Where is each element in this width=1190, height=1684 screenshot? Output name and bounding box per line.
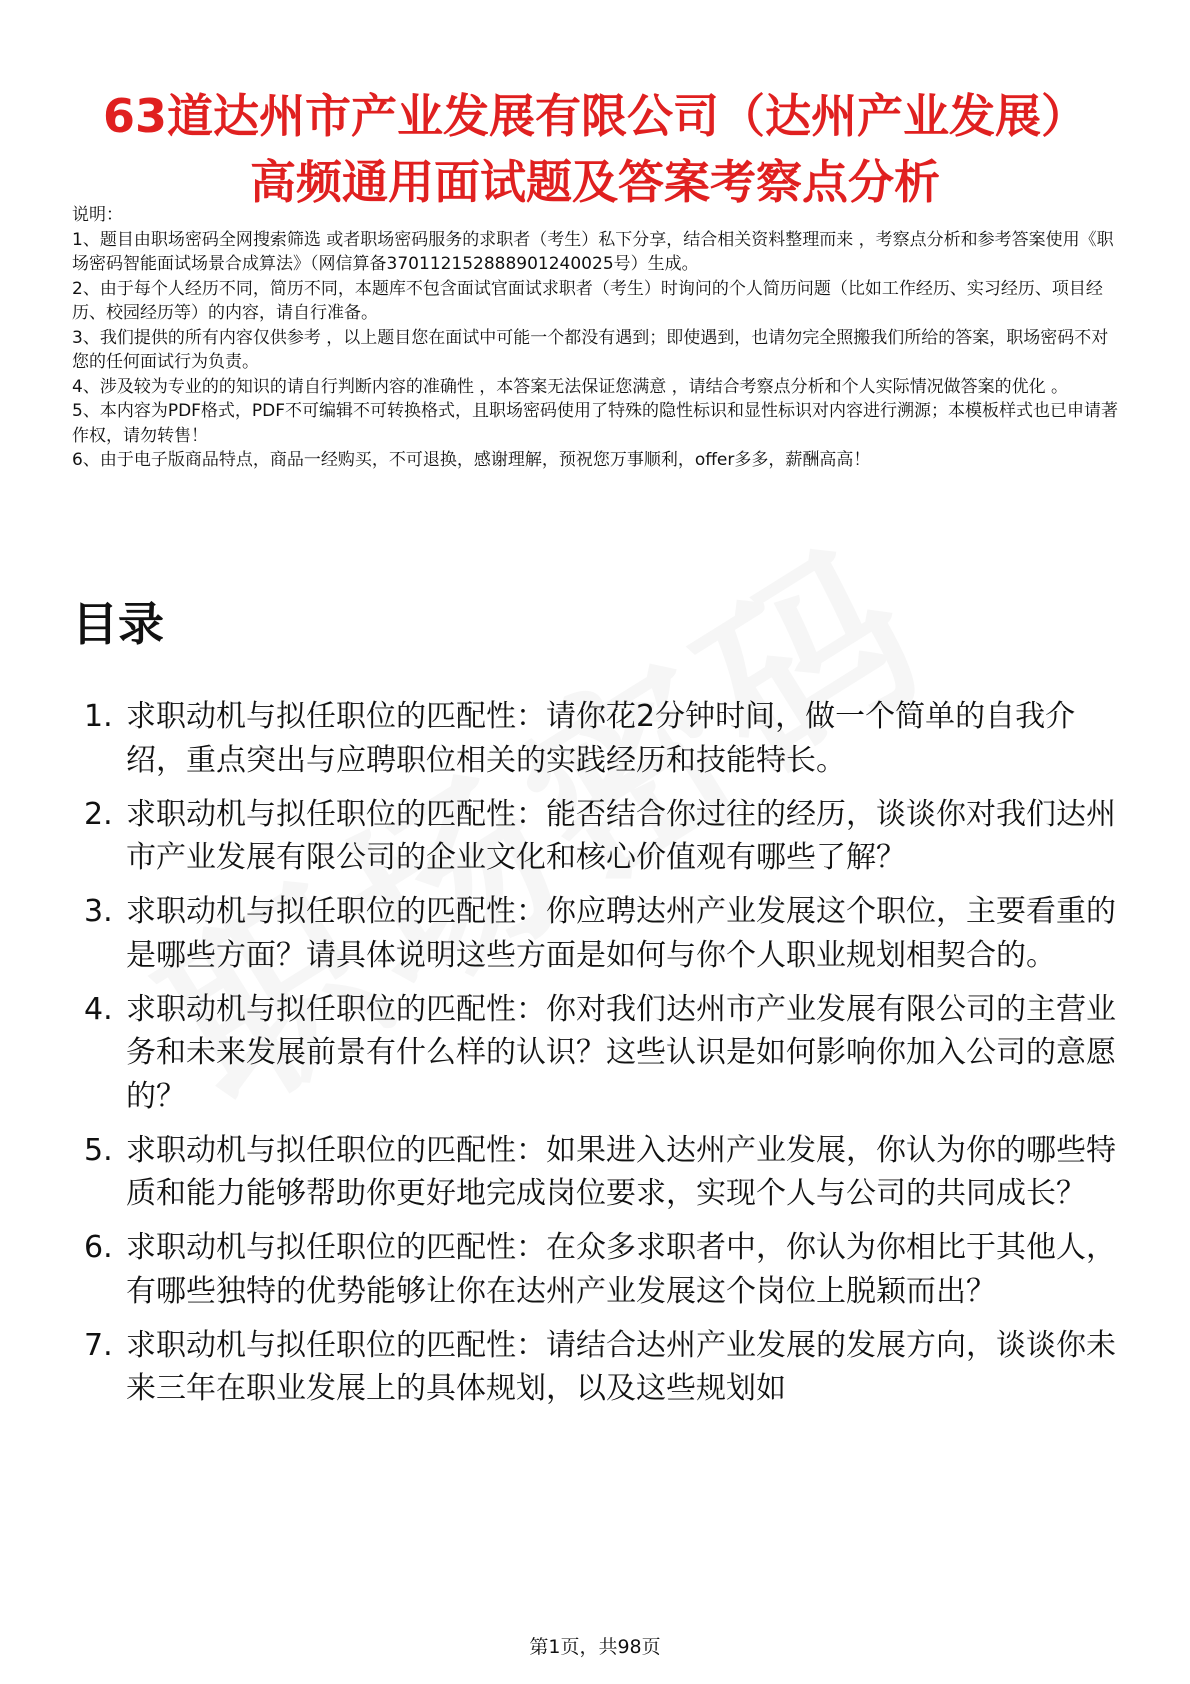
toc-item-text: 求职动机与拟任职位的匹配性：你对我们达州市产业发展有限公司的主营业务和未来发展前景有什么样的认识？这些认识是如何影响你加入公司的意愿的？ (126, 991, 1116, 1114)
notes-heading: 说明： (72, 205, 123, 225)
notes-item: 2、由于每个人经历不同，简历不同，本题库不包含面试官面试求职者（考生）时询问的个人简历问题（比如工作经历、实习经历、项目经历、校园经历等）的内容，请自行准备。 (72, 278, 1103, 323)
notes-item: 1、题目由职场密码全网搜索筛选 或者职场密码服务的求职者（考生）私下分享，结合相关资料整理而来 ，考察点分析和参考答案使用《职场密码智能面试场景合成算法》（网信算备370112152888901240025号）生成。 (72, 229, 1114, 274)
toc-item[interactable] (72, 1226, 1132, 1313)
toc-item-number: 4. (84, 991, 113, 1027)
toc-list (72, 695, 1132, 1421)
toc-item[interactable] (72, 1324, 1132, 1411)
notes-item: 4、涉及较为专业的的知识的请自行判断内容的准确性 ，本答案无法保证您满意 ，请结合考察点分析和个人实际情况做答案的优化 。 (72, 376, 1069, 397)
notes-item: 3、我们提供的所有内容仅供参考 ，以上题目您在面试中可能一个都没有遇到；即使遇到，也请勿完全照搬我们所给的答案，职场密码不对您的任何面试行为负责。 (72, 327, 1109, 372)
toc-item-text: 求职动机与拟任职位的匹配性：在众多求职者中，你认为你相比于其他人，有哪些独特的优势能够让你在达州产业发展这个岗位上脱颖而出？ (126, 1230, 1116, 1309)
toc-item-number: 7. (84, 1327, 113, 1363)
toc-item-text: 求职动机与拟任职位的匹配性：请你花2分钟时间，做一个简单的自我介绍，重点突出与应聘职位相关的实践经历和技能特长。 (126, 699, 1076, 778)
toc-item-number: 5. (84, 1132, 113, 1168)
toc-item-text: 求职动机与拟任职位的匹配性：请结合达州产业发展的发展方向，谈谈你未来三年在职业发展上的具体规划，以及这些规划如 (126, 1327, 1116, 1406)
toc-item[interactable] (72, 695, 1132, 782)
notes-item: 6、由于电子版商品特点，商品一经购买，不可退换，感谢理解，预祝您万事顺利，offer多多，薪酬高高！ (72, 450, 871, 470)
toc-heading: 目录 (72, 597, 164, 651)
notes-section (72, 203, 1122, 473)
toc-item-number: 1. (84, 699, 113, 734)
page-footer: 第1页，共98页 (529, 1636, 661, 1658)
toc-item[interactable] (72, 890, 1132, 977)
toc-item[interactable] (72, 988, 1132, 1119)
toc-item-number: 2. (84, 796, 113, 832)
toc-item-text: 求职动机与拟任职位的匹配性：如果进入达州产业发展，你认为你的哪些特质和能力能够帮助你更好地完成岗位要求，实现个人与公司的共同成长？ (126, 1132, 1116, 1211)
toc-item[interactable] (72, 1129, 1132, 1216)
toc-item-number: 3. (84, 894, 113, 929)
toc-item[interactable] (72, 793, 1132, 880)
toc-item-number: 6. (84, 1230, 113, 1265)
toc-item-text: 求职动机与拟任职位的匹配性：能否结合你过往的经历，谈谈你对我们达州市产业发展有限公司的企业文化和核心价值观有哪些了解？ (126, 796, 1116, 875)
notes-item: 5、本内容为PDF格式，PDF不可编辑不可转换格式，且职场密码使用了特殊的隐性标识和显性标识对内容进行溯源；本模板样式也已申请著作权，请勿转售！ (72, 401, 1119, 446)
toc-item-text: 求职动机与拟任职位的匹配性：你应聘达州产业发展这个职位，主要看重的是哪些方面？请具体说明这些方面是如何与你个人职业规划相契合的。 (126, 894, 1116, 973)
document-title: 63道达州市产业发展有限公司（达州产业发展）高频通用面试题及答案考察点分析 (102, 88, 1087, 209)
